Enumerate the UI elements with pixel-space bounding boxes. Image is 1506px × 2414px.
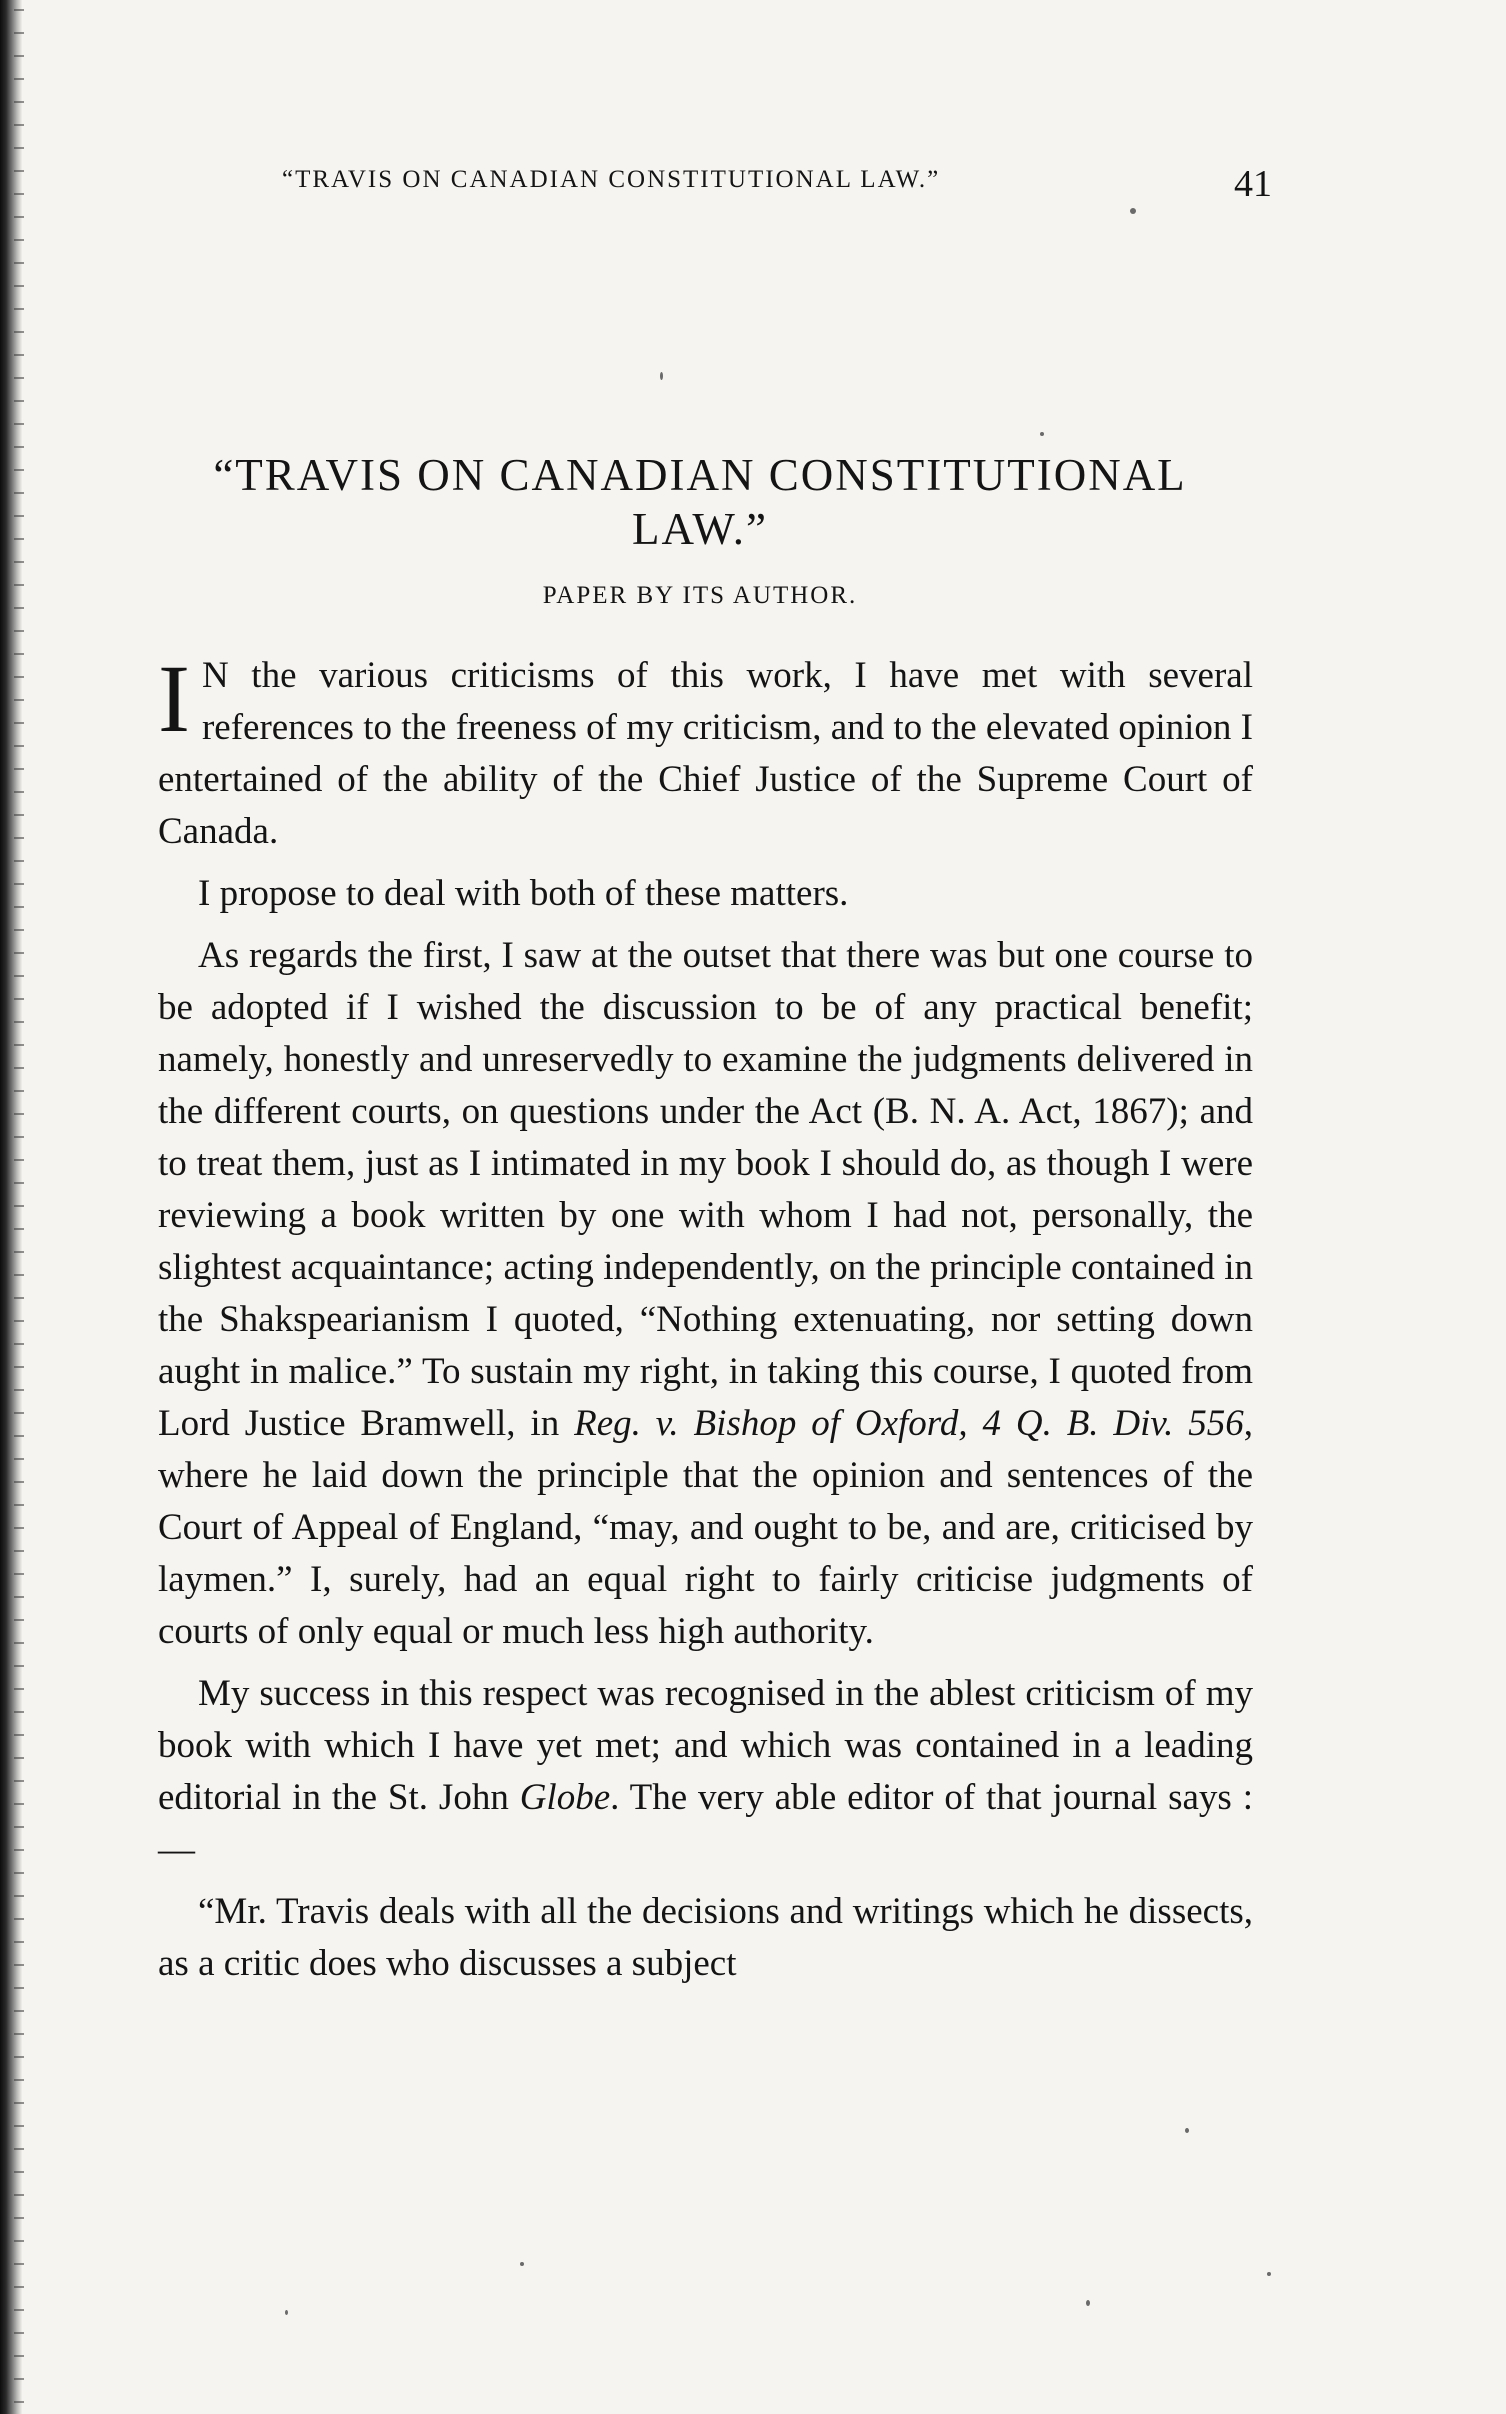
paper-speck [285,2310,288,2315]
paragraph-1 [158,645,1253,858]
paragraph-5: “Mr. Travis deals with all the decisions and writings which he dissects, as a critic does who discusses a subject [158,1891,1253,1984]
paper-speck [1086,2300,1090,2306]
case-citation: Reg. v. Bishop of Oxford, 4 Q. B. Div. 556 [574,1403,1244,1444]
paragraph-3-text-a: As regards the first, I saw at the outset that there was but one course to be adopted if I wished the discussion to be of any practical benefit; namely, honestly and unreservedly to examine the judgments delivered in the different courts, on questions under the Act (B. N. A. Act, 1867); and to treat them, just as I intimated in my book I should do, as though I were reviewing a book written by one with whom I had not, personally, the slightest acquaintance; acting independently, on the principle contained in the Shakspearianism I quoted, “Nothing extenuating, nor setting down aught in malice.” To sustain my right, in taking this course, I quoted from Lord Justice Bramwell, in [158,935,1253,1444]
page-number: 41 [1234,163,1272,205]
paragraph-4 [158,1668,1253,1876]
paragraph-3 [158,930,1253,1658]
paper-speck [660,372,663,380]
article-byline: PAPER BY ITS AUTHOR. [542,582,858,609]
paper-speck [1130,208,1136,214]
journal-name: Globe [519,1777,611,1818]
article-title: “TRAVIS ON CANADIAN CONSTITUTIONAL LAW.” [213,450,1187,554]
paper-speck [1267,2272,1271,2276]
paper-speck [1040,432,1044,436]
running-head-title: “TRAVIS ON CANADIAN CONSTITUTIONAL LAW.” [282,166,941,193]
paragraph-4-text-b: . The very able editor of that journal says :— [158,1777,1253,1870]
paragraph-2: I propose to deal with both of these matters. [198,873,849,914]
paper-speck [520,2262,524,2266]
binding-texture [14,0,24,2414]
drop-cap: I [158,645,190,752]
running-head [262,162,1272,214]
article-body [158,645,1253,2000]
paragraph-1-text: N the various criticisms of this work, I have met with several references to the freeness of my criticism, and to the elevated opinion I entertained of the ability of the Chief Justice of the Supreme Court of Canada. [158,655,1253,852]
paper-speck [1185,2128,1189,2133]
paragraph-3-text-b: , where he laid down the principle that the opinion and sentences of the Court of Appeal of England, “may, and ought to be, and are, criticised by laymen.” I, surely, had an equal right to fairly criticise judgments of courts of only equal or much less high authority. [158,1403,1253,1652]
paragraph-4-text-a: My success in this respect was recognised in the ablest criticism of my book with which I have yet met; and which was contained in a leading editorial in the St. John [158,1673,1253,1818]
